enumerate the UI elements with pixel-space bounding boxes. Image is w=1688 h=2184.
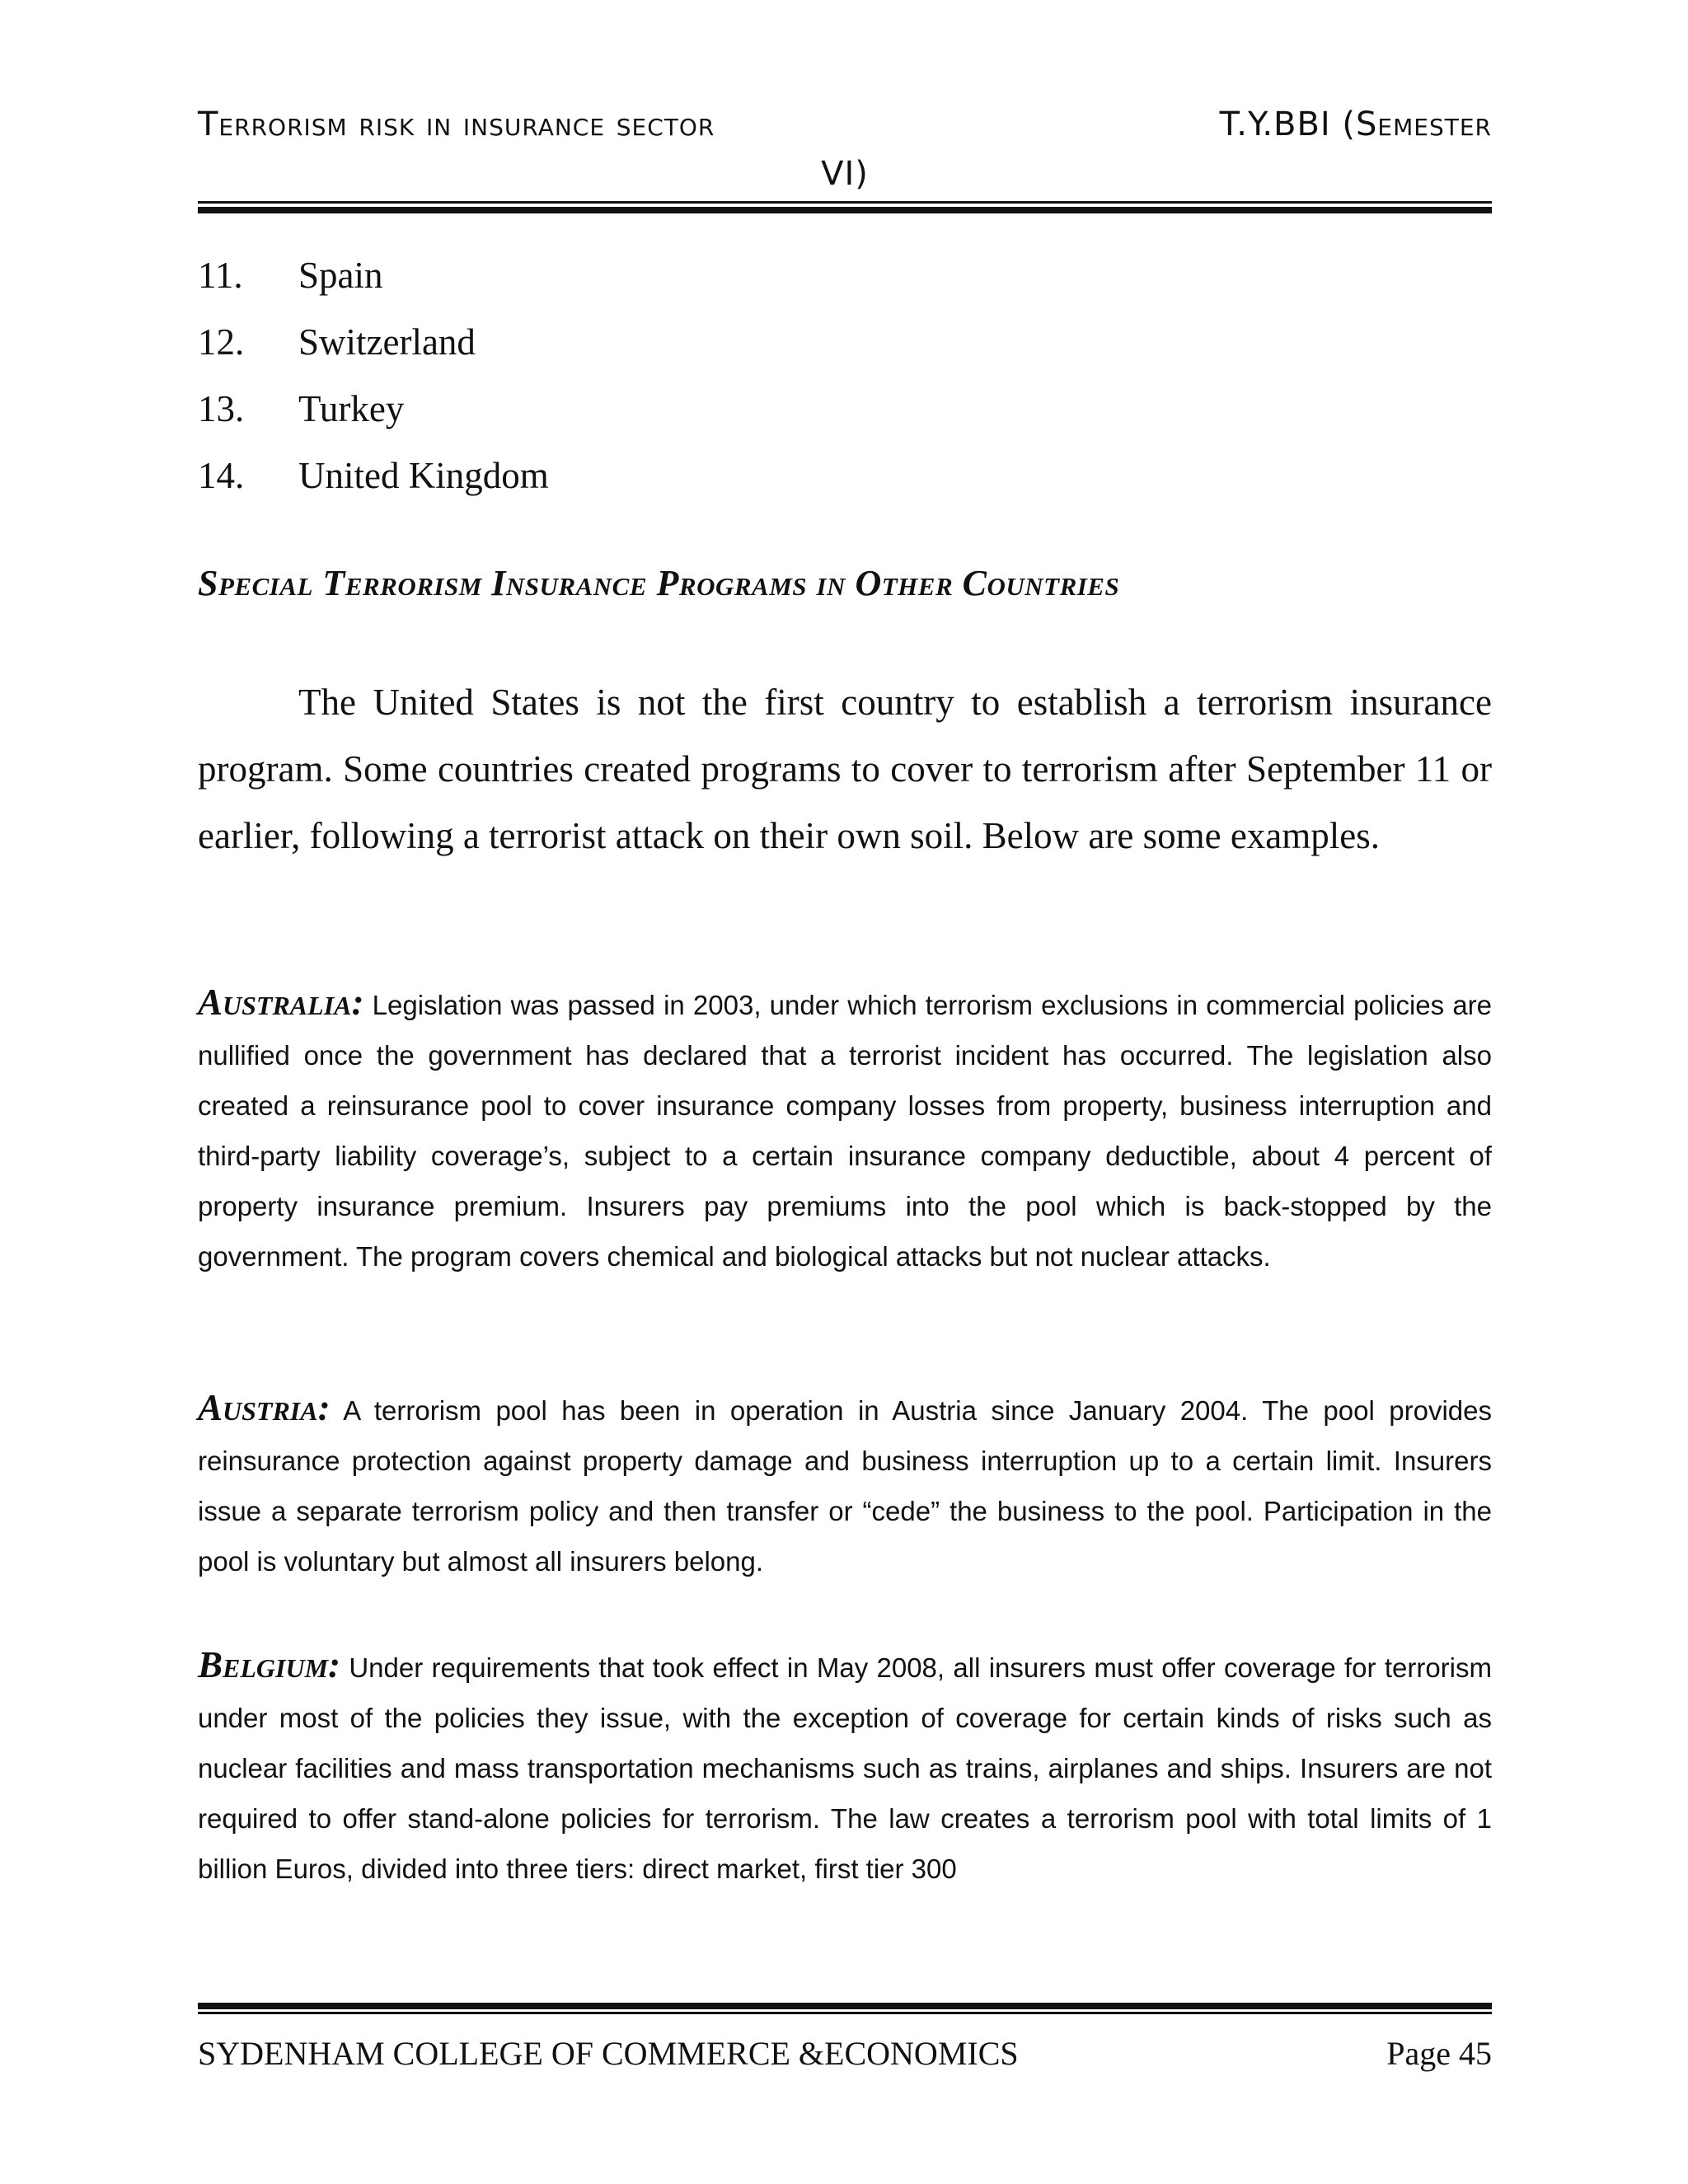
footer-rule-thin	[198, 2012, 1492, 2014]
list-item-number: 12.	[198, 321, 245, 363]
footer-college-name: SYDENHAM COLLEGE OF COMMERCE &ECONOMICS	[198, 2035, 1019, 2072]
intro-paragraph: The United States is not the first country to establish a terrorism insurance program. Some countries created programs to cover to terrorism after September 11 or earlier, following a terrorist attack on their own soil. Below are some examples.	[198, 682, 1492, 856]
list-item-text: Spain	[298, 255, 383, 296]
list-item-number: 13.	[198, 388, 245, 429]
list-item	[198, 454, 549, 497]
country-name: Belgium:	[198, 1644, 341, 1685]
country-paragraph-belgium	[198, 1640, 1492, 1894]
country-paragraph-austria	[198, 1383, 1492, 1586]
section-heading: Special Terrorism Insurance Programs in Other Countries	[198, 563, 1120, 603]
list-item	[198, 321, 476, 363]
header-rule-thick	[198, 207, 1492, 213]
country-name: Australia:	[198, 982, 364, 1023]
document-page	[198, 0, 1492, 2184]
list-item	[198, 387, 404, 430]
list-item	[198, 254, 383, 297]
country-text: A terrorism pool has been in operation in Austria since January 2004. The pool provides reinsurance protection against property damage and business interruption up to a certain limit. Insurers issue a separate terrorism policy and then transfer or “cede” the business to the pool. Participation in the pool is voluntary but almost all insurers belong.	[198, 1395, 1492, 1577]
country-text: Legislation was passed in 2003, under which terrorism exclusions in commercial policies are nullified once the government has declared that a terrorist incident has occurred. The legislation also created a reinsurance pool to cover insurance company losses from property, business interruption and third-party liability coverage’s, subject to a certain insurance company deductible, about 4 percent of property insurance premium. Insurers pay premiums into the pool which is back-stopped by the government. The program covers chemical and biological attacks but not nuclear attacks.	[198, 990, 1493, 1272]
list-item-text: United Kingdom	[298, 455, 549, 496]
country-text: Under requirements that took effect in May 2008, all insurers must offer coverage for terrorism under most of the policies they issue, with the exception of coverage for certain kinds of risks such as nuclear facilities and mass transportation mechanisms such as trains, airplanes and ships. Insurers are not required to offer stand-alone policies for terrorism. The law creates a terrorism pool with total limits of 1 billion Euros, divided into three tiers: direct market, first tier 300	[198, 1652, 1492, 1884]
list-item-number: 11.	[198, 255, 243, 296]
list-item-number: 14.	[198, 455, 245, 496]
list-item-text: Switzerland	[298, 321, 476, 363]
header-title-left: Terrorism risk in insurance sector	[198, 105, 715, 143]
header-title-right: T.Y.BBI (Semester	[1219, 105, 1492, 143]
footer-rule-thick	[198, 2003, 1492, 2009]
header-title-wrap: VI)	[821, 155, 869, 193]
country-paragraph-australia	[198, 977, 1492, 1282]
country-name: Austria:	[198, 1387, 331, 1428]
list-item-text: Turkey	[298, 388, 405, 429]
header-rule-thin	[198, 201, 1492, 204]
footer-page-number: Page 45	[1386, 2035, 1492, 2072]
